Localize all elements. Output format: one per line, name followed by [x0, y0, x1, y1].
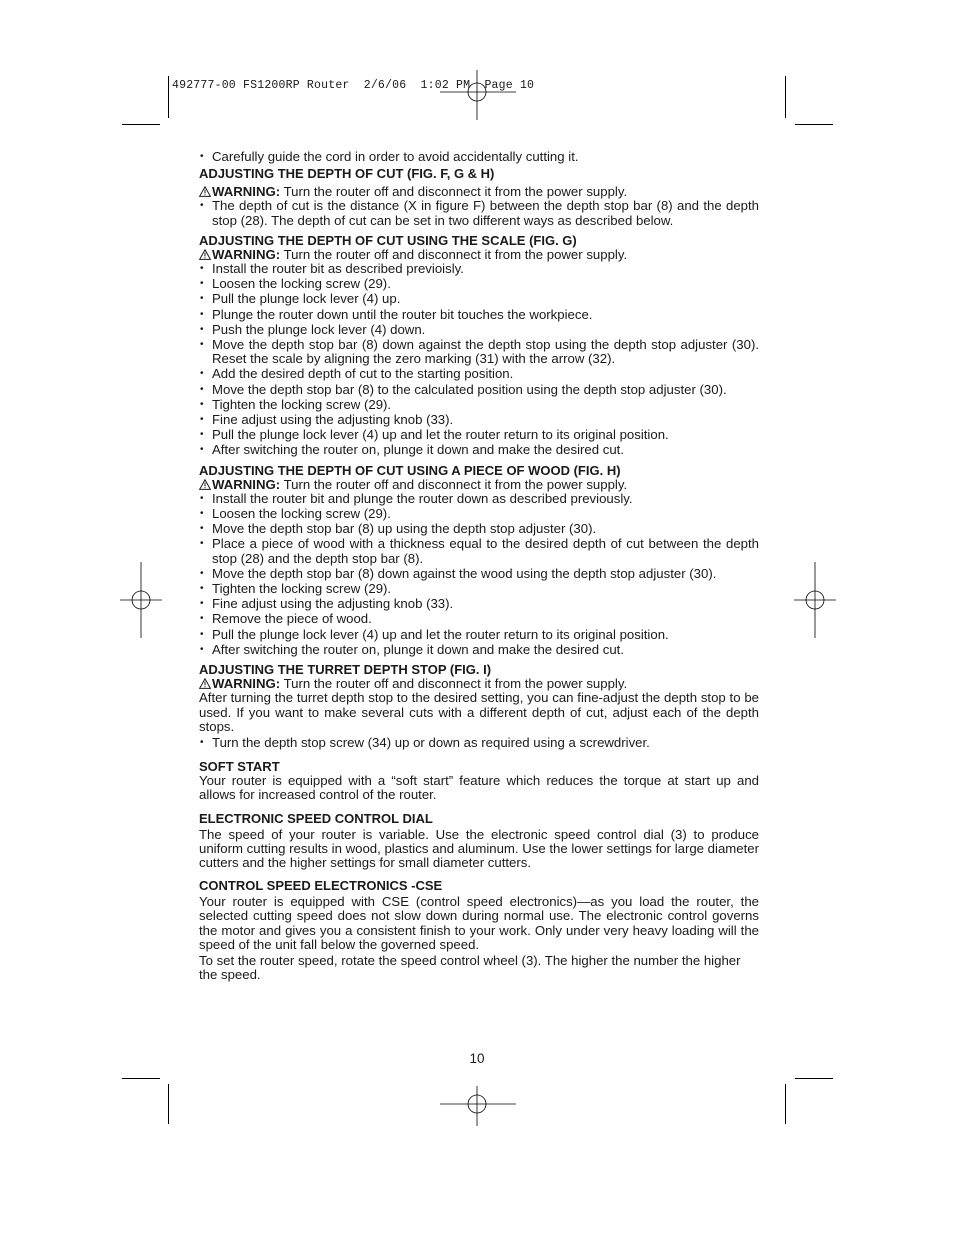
- list-item: • Pull the plunge lock lever (4) up and let the router return to its original position.: [199, 628, 759, 642]
- intro-list: [199, 150, 759, 164]
- crop-mark-top-left-h: [122, 124, 160, 125]
- paragraph: The speed of your router is variable. Use the electronic speed control dial (3) to produce uniform cutting results in wood, plastics and aluminum. Use the lower settings for large diameter cutters and the higher settings for small diameter cutters.: [199, 826, 759, 870]
- list-item: • Place a piece of wood with a thickness equal to the desired depth of cut between the depth stop (28) and the depth stop bar (8).: [199, 537, 759, 565]
- bullet-list: [199, 262, 759, 458]
- list-item: • Move the depth stop bar (8) down against the depth stop using the depth stop adjuster (30). Reset the scale by aligning the zero marking (31) with the arrow (32).: [199, 338, 759, 366]
- list-item: • Install the router bit and plunge the router down as described previously.: [199, 492, 759, 506]
- warning-text: Turn the router off and disconnect it from the power supply.: [283, 184, 628, 200]
- warning-triangle-icon: [199, 479, 211, 490]
- warning-text: Turn the router off and disconnect it from the power supply.: [283, 246, 628, 262]
- warning-line: [199, 185, 759, 199]
- crop-mark-top-left-v: [168, 76, 169, 118]
- list-item: • Loosen the locking screw (29).: [199, 507, 759, 521]
- list-item: • After switching the router on, plunge it down and make the desired cut.: [199, 643, 759, 657]
- warning-line: [199, 478, 759, 492]
- page-content: [199, 150, 759, 982]
- list-item: • The depth of cut is the distance (X in figure F) between the depth stop bar (8) and the depth stop (28). The depth of cut can be set in two different ways as described below.: [199, 199, 759, 227]
- list-item: • Add the desired depth of cut to the starting position.: [199, 367, 759, 381]
- warning-label: WARNING:: [212, 246, 281, 262]
- list-item: • Move the depth stop bar (8) down against the wood using the depth stop adjuster (30).: [199, 567, 759, 581]
- list-item: • Pull the plunge lock lever (4) up and let the router return to its original position.: [199, 428, 759, 442]
- warning-text: Turn the router off and disconnect it from the power supply.: [283, 676, 628, 692]
- warning-label: WARNING:: [212, 676, 281, 692]
- registration-mark-icon: [440, 1086, 516, 1126]
- bullet-list: [199, 736, 759, 750]
- list-item: • Remove the piece of wood.: [199, 612, 759, 626]
- list-item: • Install the router bit as described previoisly.: [199, 262, 759, 276]
- section-heading: CONTROL SPEED ELECTRONICS -CSE: [199, 878, 443, 894]
- paragraph: After turning the turret depth stop to the desired setting, you can fine-adjust the depth stop to be used. If you want to make several cuts with a different depth of cut, adjust each of the depth stops.: [199, 690, 759, 734]
- list-item: • Carefully guide the cord in order to avoid accidentally cutting it.: [199, 150, 759, 164]
- section-heading: SOFT START: [199, 759, 280, 775]
- registration-mark-icon: [794, 562, 836, 638]
- warning-label: WARNING:: [212, 184, 281, 200]
- warning-triangle-icon: [199, 186, 211, 197]
- list-item: • Pull the plunge lock lever (4) up.: [199, 292, 759, 306]
- list-item: • Turn the depth stop screw (34) up or down as required using a screwdriver.: [199, 736, 759, 750]
- paragraph: To set the router speed, rotate the speed control wheel (3). The higher the number the higher the speed.: [199, 952, 741, 983]
- registration-mark-icon: [120, 562, 162, 638]
- list-item: • Loosen the locking screw (29).: [199, 277, 759, 291]
- list-item: • Plunge the router down until the router bit touches the workpiece.: [199, 308, 759, 322]
- warning-line: [199, 677, 759, 691]
- crop-mark-bottom-left-h: [122, 1078, 160, 1079]
- bullet-list: [199, 199, 759, 227]
- list-item: • After switching the router on, plunge it down and make the desired cut.: [199, 443, 759, 457]
- crop-mark-bottom-right-h: [795, 1078, 833, 1079]
- printer-slug: 492777-00 FS1200RP Router 2/6/06 1:02 PM Page 10: [172, 79, 535, 92]
- list-item: • Tighten the locking screw (29).: [199, 582, 759, 596]
- list-item: • Push the plunge lock lever (4) down.: [199, 323, 759, 337]
- registration-mark-icon: [440, 70, 516, 120]
- list-item: • Fine adjust using the adjusting knob (33).: [199, 413, 759, 427]
- paragraph: Your router is equipped with a “soft start” feature which reduces the torque at start up and allows for increased control of the router.: [199, 773, 759, 803]
- section-heading: ADJUSTING THE DEPTH OF CUT USING THE SCALE (FIG. G): [199, 232, 577, 248]
- section-heading: ELECTRONIC SPEED CONTROL DIAL: [199, 810, 433, 826]
- warning-label: WARNING:: [212, 476, 281, 492]
- list-item: • Move the depth stop bar (8) to the calculated position using the depth stop adjuster (30).: [199, 383, 759, 397]
- warning-triangle-icon: [199, 678, 211, 689]
- section-heading: ADJUSTING THE DEPTH OF CUT USING A PIECE OF WOOD (FIG. H): [199, 462, 621, 478]
- crop-mark-top-right-h: [795, 124, 833, 125]
- page-number: 10: [469, 1051, 485, 1066]
- section-heading: ADJUSTING THE TURRET DEPTH STOP (FIG. I): [199, 662, 492, 678]
- list-item: • Fine adjust using the adjusting knob (33).: [199, 597, 759, 611]
- list-item: • Move the depth stop bar (8) up using the depth stop adjuster (30).: [199, 522, 759, 536]
- warning-text: Turn the router off and disconnect it from the power supply.: [283, 476, 628, 492]
- crop-mark-bottom-right-v: [785, 1084, 786, 1124]
- section-heading: ADJUSTING THE DEPTH OF CUT (FIG. F, G & H): [199, 166, 495, 182]
- crop-mark-bottom-left-v: [168, 1084, 169, 1124]
- bullet-list: [199, 492, 759, 657]
- warning-triangle-icon: [199, 249, 211, 260]
- list-item: • Tighten the locking screw (29).: [199, 398, 759, 412]
- warning-line: [199, 248, 759, 262]
- crop-mark-top-right-v: [785, 76, 786, 118]
- paragraph: Your router is equipped with CSE (control speed electronics)—as you load the router, the selected cutting speed does not slow down during normal use. The electronic control governs the motor and gives you a consistent finish to your work. Only under very heavy loading will the speed of the unit fall below the governed speed.: [199, 894, 759, 952]
